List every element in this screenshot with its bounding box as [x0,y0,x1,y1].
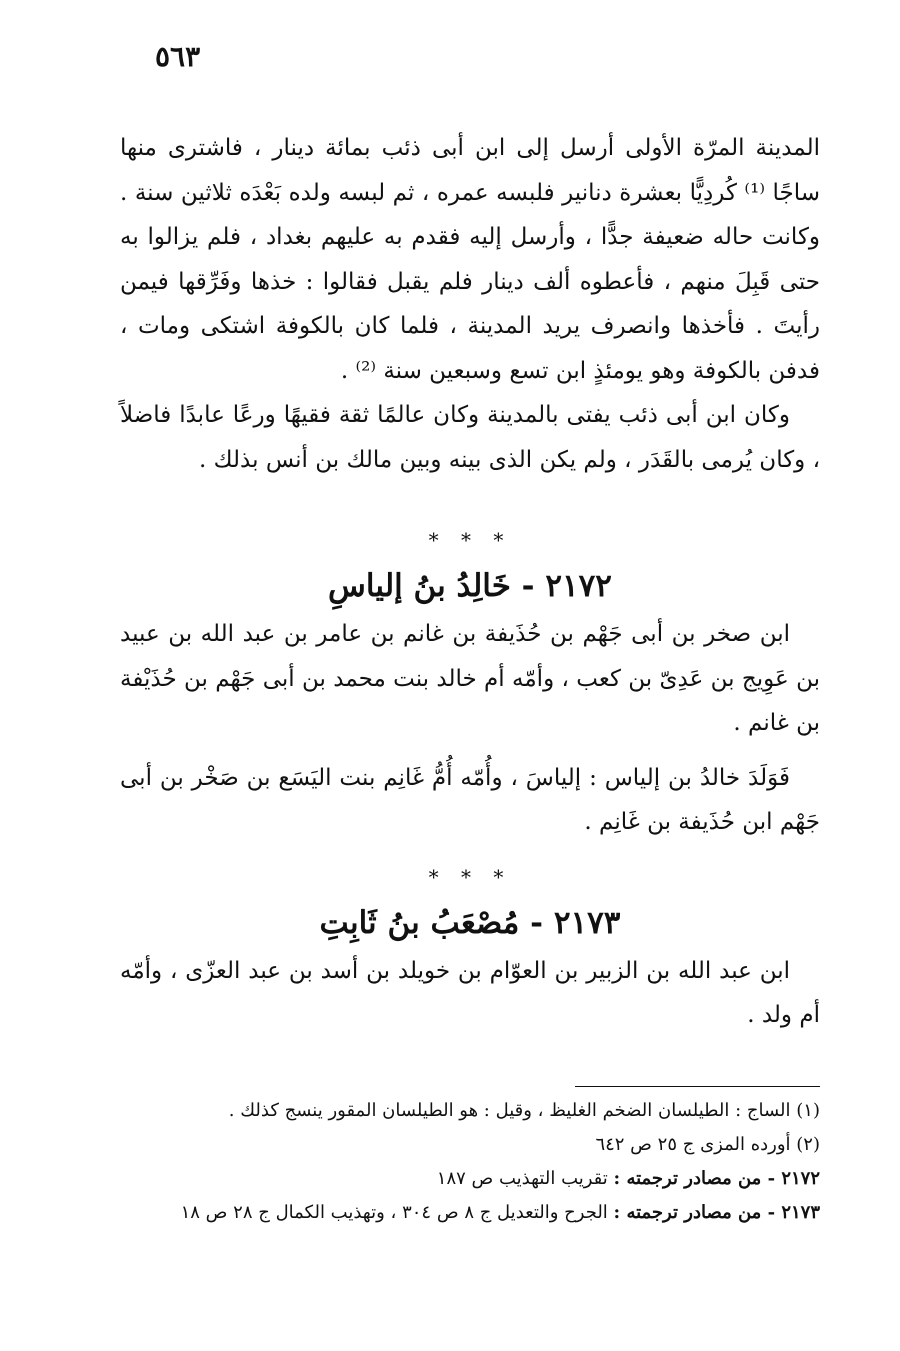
footnote-divider [575,1086,820,1087]
footnote-text: تقريب التهذيب ص ١٨٧ [436,1168,614,1189]
main-text [120,126,820,1038]
entry-2172-children: فَوَلَدَ خالدُ بن إلياس : إلياسَ ، وأُمّه أُمُّ غَانِم بنت اليَسَع بن صَخْر بن أبى جَهْم ابن حُذَيفة بن غَانِم . [120,764,820,835]
paragraph-continuation: المدينة المرّة الأولى أرسل إلى ابن أبى ذئب بمائة دينار ، فاشترى منها ساجًا ⁽¹⁾ كُردِيًّا بعشرة دنانير فلبسه عمره ، ثم لبسه ولده بَعْدَه ثلاثين سنة . وكانت حاله ضعيفة جدًّا ، وأرسل إليه فقدم به عليهم بغداد ، فلم يزالوا به حتى قَبِلَ منهم ، فأعطوه ألف دينار فلم يقبل فقالوا : خذها وفَرِّقها فيمن رأيتَ . فأخذها وانصرف يريد المدينة ، فلما كان بالكوفة اشتكى ومات ، فدفن بالكوفة وهو يومئذٍ ابن تسع وسبعين سنة ⁽²⁾ . [120,135,820,384]
footnote-sources-2173 [120,1196,820,1230]
entry-heading-2173: ٢١٧٣ - مُصْعَبُ بنُ ثَابِتِ [319,904,621,941]
page-number: ٥٦٣ [155,40,201,73]
section-separator: * * * [428,528,512,552]
footnote-1: (١) الساج : الطيلسان الضخم الغليظ ، وقيل : هو الطيلسان المقور ينسج كذلك . [228,1100,820,1121]
footnote-text: الجرح والتعديل ج ٨ ص ٣٠٤ ، وتهذيب الكمال ج ٢٨ ص ١٨ [180,1202,614,1223]
footnote-sources-2172 [120,1162,820,1196]
paragraph-ibn-abi-dhib: وكان ابن أبى ذئب يفتى بالمدينة وكان عالمًا ثقة فقيهًا ورعًا عابدًا فاضلاً ، وكان يُرمى بالقَدَر ، ولم يكن الذى بينه وبين مالك بن أنس بذلك . [120,402,820,473]
section-separator: * * * [428,864,512,889]
footnotes [120,1094,820,1230]
entry-heading-2172: ٢١٧٢ - خَالِدُ بنُ إلياسِ [328,568,612,604]
footnote-label: ٢١٧٣ - من مصادر ترجمته : [613,1202,820,1223]
entry-2173-lineage: ابن عبد الله بن الزبير بن العوّام بن خويلد بن أسد بن عبد العزّى ، وأمّه أم ولد . [120,957,820,1028]
entry-2172-lineage: ابن صخر بن أبى جَهْم بن حُذَيفة بن غانم بن عامر بن عبد الله بن عبيد بن عَوِيج بن عَدِىّ بن كعب ، وأمّه أم خالد بنت محمد بن أبى جَهْم بن حُذَيْفة بن غانم . [120,621,820,736]
footnote-label: ٢١٧٢ - من مصادر ترجمته : [613,1168,820,1189]
footnote-2: (٢) أورده المزى ج ٢٥ ص ٦٤٢ [595,1134,820,1155]
